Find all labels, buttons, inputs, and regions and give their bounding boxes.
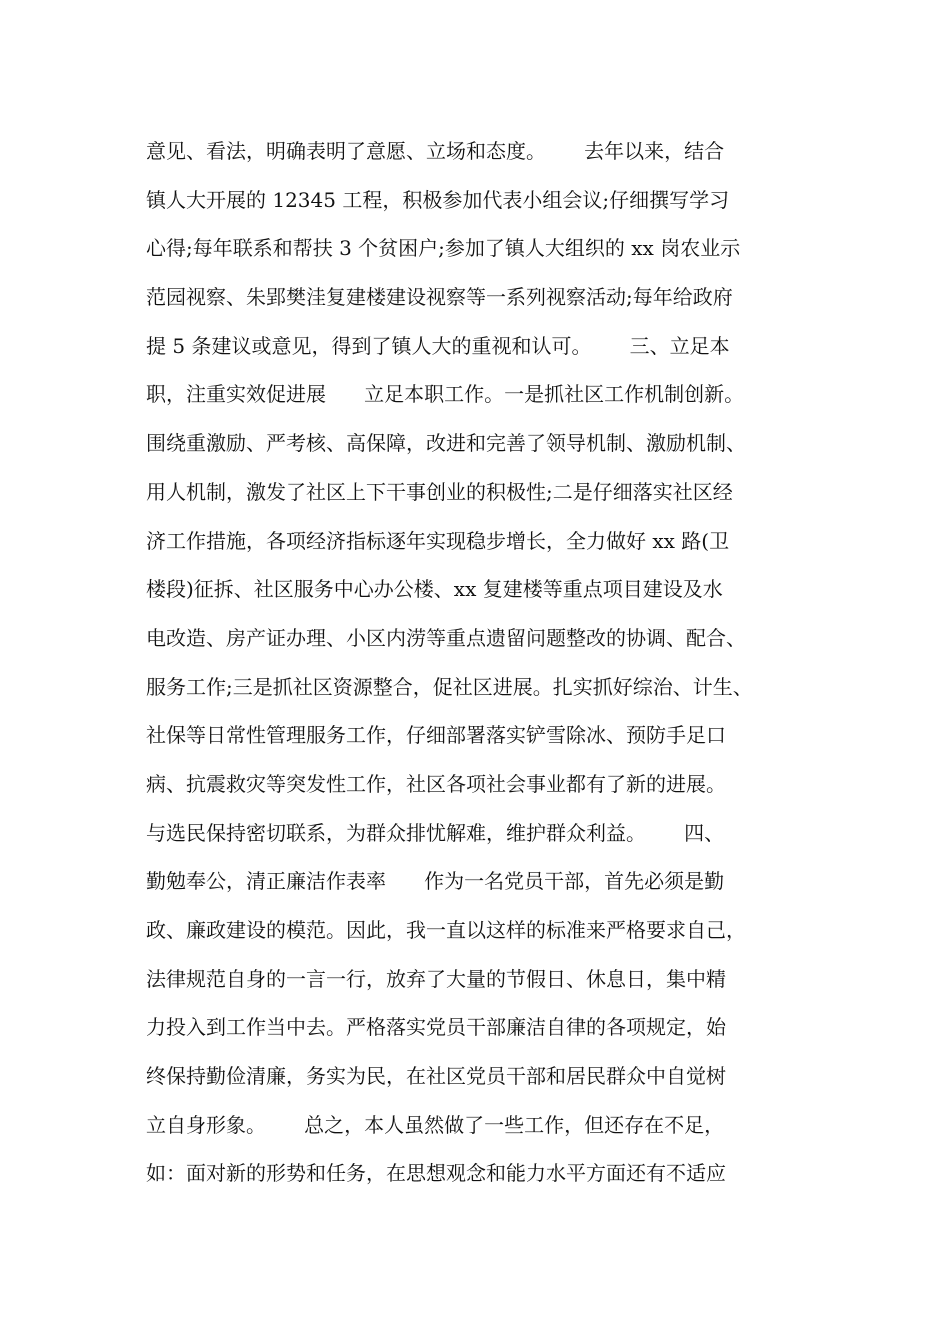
text-line: 职，注重实效促进展 立足本职工作。一是抓社区工作机制创新。 bbox=[146, 382, 745, 407]
text-line: 镇人大开展的 12345 工程，积极参加代表小组会议;仔细撰写学习 bbox=[146, 187, 730, 212]
text-line: 电改造、房产证办理、小区内涝等重点遗留问题整改的协调、配合、 bbox=[146, 625, 746, 650]
text-line: 病、抗震救灾等突发性工作，社区各项社会事业都有了新的进展。 bbox=[146, 771, 726, 796]
text-line: 如：面对新的形势和任务，在思想观念和能力水平方面还有不适应 bbox=[146, 1161, 726, 1186]
text-line: 社保等日常性管理服务工作，仔细部署落实铲雪除冰、预防手足口 bbox=[146, 723, 726, 748]
text-line: 提 5 条建议或意见，得到了镇人大的重视和认可。 三、立足本 bbox=[146, 333, 730, 358]
text-line: 服务工作;三是抓社区资源整合，促社区进展。扎实抓好综治、计生、 bbox=[146, 674, 753, 699]
text-line: 济工作措施，各项经济指标逐年实现稳步增长，全力做好 xx 路(卫 bbox=[146, 528, 730, 553]
text-line: 力投入到工作当中去。严格落实党员干部廉洁自律的各项规定，始 bbox=[146, 1015, 726, 1040]
text-line: 心得;每年联系和帮扶 3 个贫困户;参加了镇人大组织的 xx 岗农业示 bbox=[146, 236, 741, 261]
text-line: 勤勉奉公，清正廉洁作表率 作为一名党员干部，首先必须是勤 bbox=[146, 869, 725, 894]
text-line: 范园视察、朱郢樊洼复建楼建设视察等一系列视察活动;每年给政府 bbox=[146, 285, 733, 310]
body-text bbox=[146, 127, 836, 1198]
text-line: 终保持勤俭清廉，务实为民，在社区党员干部和居民群众中自觉树 bbox=[146, 1064, 726, 1089]
text-line: 意见、看法，明确表明了意愿、立场和态度。 去年以来，结合 bbox=[146, 139, 725, 163]
text-line: 法律规范自身的一言一行，放弃了大量的节假日、休息日，集中精 bbox=[146, 966, 726, 991]
text-line: 围绕重激励、严考核、高保障，改进和完善了领导机制、激励机制、 bbox=[146, 431, 746, 456]
text-line: 与选民保持密切联系，为群众排忧解难，维护群众利益。 四、 bbox=[146, 820, 725, 845]
text-line: 用人机制，激发了社区上下干事创业的积极性;二是仔细落实社区经 bbox=[146, 479, 733, 504]
text-line: 立自身形象。 总之，本人虽然做了一些工作，但还存在不足， bbox=[146, 1112, 725, 1137]
text-line: 政、廉政建设的模范。因此，我一直以这样的标准来严格要求自己， bbox=[146, 918, 746, 942]
text-line: 楼段)征拆、社区服务中心办公楼、xx 复建楼等重点项目建设及水 bbox=[146, 577, 723, 602]
